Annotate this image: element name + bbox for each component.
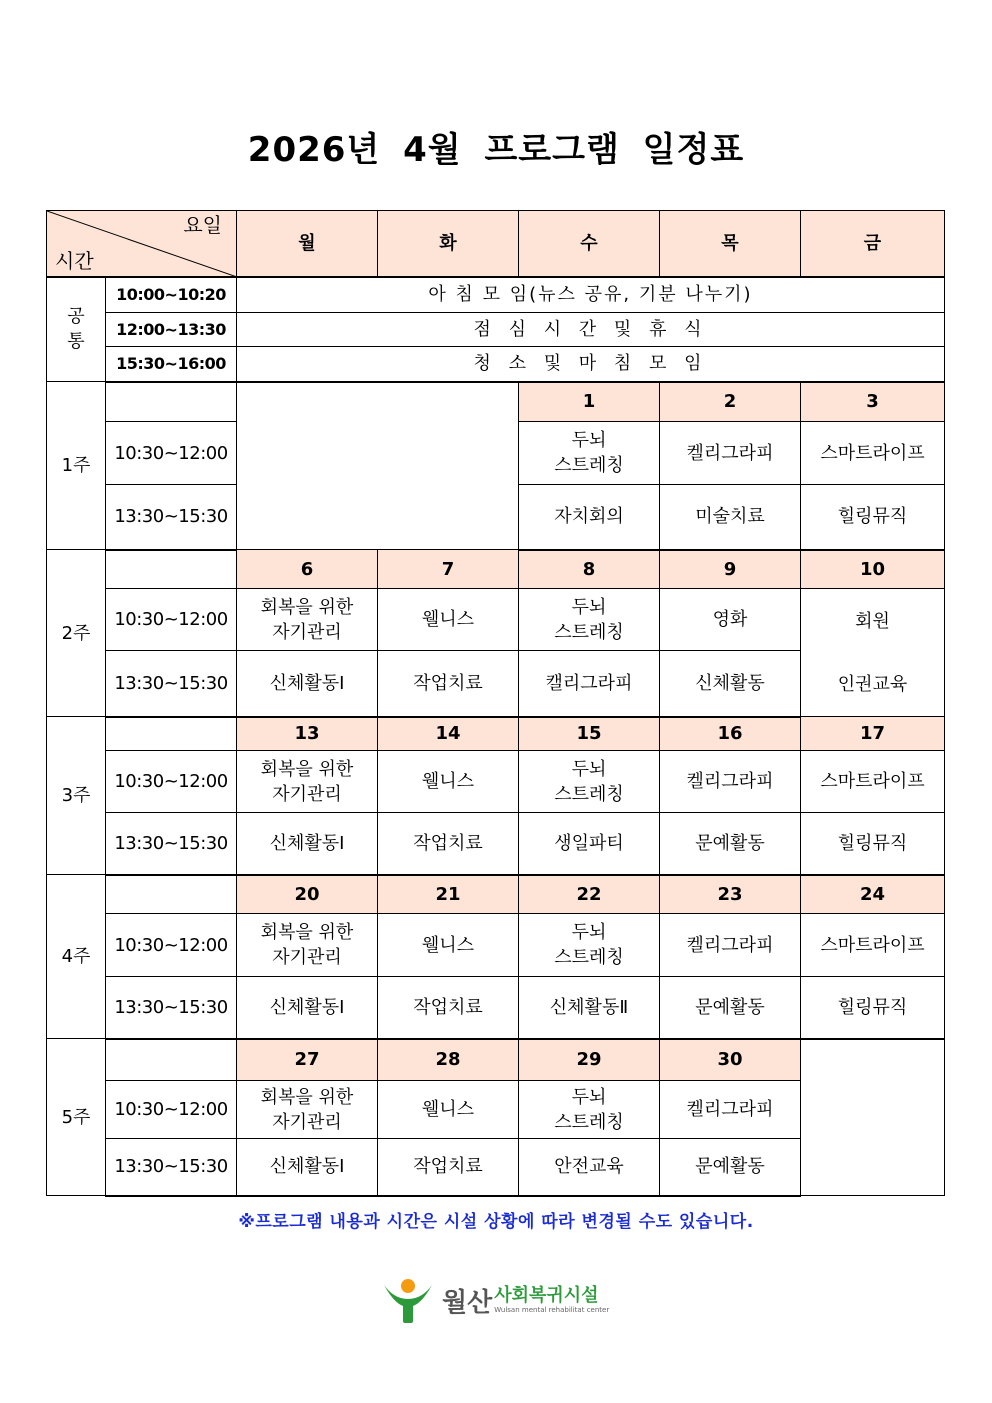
activity-cell: 생일파티 [519, 813, 660, 875]
activity-cell: 웰니스 [378, 1081, 519, 1139]
date-cell: 3 [801, 382, 945, 422]
date-cell: 17 [801, 717, 945, 751]
common-activity: 점 심 시 간 및 휴 식 [237, 313, 945, 347]
activity-cell: 캘리그라피 [519, 651, 660, 717]
activity-cell: 미술치료 [660, 485, 801, 550]
page-title: 2026년 4월 프로그램 일정표 [247, 130, 745, 170]
afternoon-time: 13:30~15:30 [106, 813, 237, 875]
activity-cell: 두뇌 스트레칭 [519, 422, 660, 485]
activity-cell: 신체활동Ⅱ [519, 977, 660, 1039]
common-activity: 청 소 및 마 침 모 임 [237, 347, 945, 382]
activity-cell: 회복을 위한 자기관리 [237, 914, 378, 977]
week-label: 4주 [47, 875, 106, 1039]
corner-header-cell [47, 211, 237, 277]
logo-name: 월산 [442, 1287, 493, 1318]
date-cell: 9 [660, 550, 801, 589]
activity-cell: 회복을 위한 자기관리 [237, 1081, 378, 1139]
time-cell-blank [106, 1039, 237, 1081]
activity-cell: 회복을 위한 자기관리 [237, 751, 378, 813]
date-cell: 22 [519, 875, 660, 914]
activity-cell: 작업치료 [378, 977, 519, 1039]
activity-cell: 웰니스 [378, 589, 519, 651]
date-cell: 6 [237, 550, 378, 589]
activity-cell: 켈리그라피 [660, 751, 801, 813]
activity-cell: 작업치료 [378, 1139, 519, 1196]
activity-cell: 영화 [660, 589, 801, 651]
morning-time: 10:30~12:00 [106, 1081, 237, 1139]
activity-cell: 신체활동Ⅰ [237, 1139, 378, 1196]
morning-time: 10:30~12:00 [106, 422, 237, 485]
time-cell-blank [106, 717, 237, 751]
date-cell: 28 [378, 1039, 519, 1081]
morning-time: 10:30~12:00 [106, 751, 237, 813]
date-cell: 20 [237, 875, 378, 914]
week-label: 3주 [47, 717, 106, 875]
time-cell-blank [106, 875, 237, 914]
date-cell: 30 [660, 1039, 801, 1081]
activity-cell: 작업치료 [378, 651, 519, 717]
morning-time: 10:30~12:00 [106, 589, 237, 651]
afternoon-time: 13:30~15:30 [106, 977, 237, 1039]
activity-cell: 문예활동 [660, 813, 801, 875]
activity-cell: 두뇌 스트레칭 [519, 751, 660, 813]
common-label: 공 통 [47, 277, 106, 382]
activity-cell: 힐링뮤직 [801, 977, 945, 1039]
date-cell: 13 [237, 717, 378, 751]
activity-cell: 켈리그라피 [660, 914, 801, 977]
date-cell: 21 [378, 875, 519, 914]
activity-cell: 켈리그라피 [660, 1081, 801, 1139]
activity-cell: 스마트라이프 [801, 914, 945, 977]
activity-cell: 두뇌 스트레칭 [519, 589, 660, 651]
date-cell: 2 [660, 382, 801, 422]
week-label: 1주 [47, 382, 106, 550]
afternoon-time: 13:30~15:30 [106, 651, 237, 717]
date-cell: 7 [378, 550, 519, 589]
activity-cell: 안전교육 [519, 1139, 660, 1196]
activity-cell: 작업치료 [378, 813, 519, 875]
morning-time: 10:30~12:00 [106, 914, 237, 977]
date-cell: 14 [378, 717, 519, 751]
day-header-tue: 화 [378, 211, 519, 277]
date-cell: 27 [237, 1039, 378, 1081]
date-cell: 15 [519, 717, 660, 751]
empty-cell [237, 382, 519, 550]
date-cell: 23 [660, 875, 801, 914]
activity-cell: 두뇌 스트레칭 [519, 1081, 660, 1139]
afternoon-time: 13:30~15:30 [106, 1139, 237, 1196]
common-time: 12:00~13:30 [106, 313, 237, 347]
activity-cell: 켈리그라피 [660, 422, 801, 485]
empty-cell [801, 1039, 945, 1196]
day-header-mon: 월 [237, 211, 378, 277]
activity-cell: 신체활동Ⅰ [237, 977, 378, 1039]
logo-subtitle: 사회복귀시설 [494, 1284, 599, 1306]
common-time: 15:30~16:00 [106, 347, 237, 382]
activity-cell: 회복을 위한 자기관리 [237, 589, 378, 651]
logo-text-group [494, 1286, 609, 1315]
activity-cell: 웰니스 [378, 914, 519, 977]
center-logo [380, 1277, 609, 1323]
logo-english: Wulsan mental rehabilitat center [494, 1305, 610, 1314]
date-cell: 29 [519, 1039, 660, 1081]
schedule-table [46, 210, 945, 1197]
week-label: 5주 [47, 1039, 106, 1196]
activity-cell: 힐링뮤직 [801, 813, 945, 875]
date-cell: 24 [801, 875, 945, 914]
activity-cell: 신체활동Ⅰ [237, 651, 378, 717]
activity-cell: 힐링뮤직 [801, 485, 945, 550]
activity-cell: 신체활동Ⅰ [237, 813, 378, 875]
activity-line: 인권교육 [837, 673, 908, 695]
activity-cell: 문예활동 [660, 1139, 801, 1196]
person-logo-icon [380, 1277, 436, 1323]
activity-cell: 신체활동 [660, 651, 801, 717]
date-cell: 8 [519, 550, 660, 589]
activity-cell: 스마트라이프 [801, 751, 945, 813]
date-cell: 1 [519, 382, 660, 422]
day-header-fri: 금 [801, 211, 945, 277]
afternoon-time: 13:30~15:30 [106, 485, 237, 550]
common-time: 10:00~10:20 [106, 277, 237, 313]
day-header-wed: 수 [519, 211, 660, 277]
week-label: 2주 [47, 550, 106, 717]
date-cell: 16 [660, 717, 801, 751]
day-label: 요일 [183, 213, 222, 237]
activity-cell: 스마트라이프 [801, 422, 945, 485]
time-cell-blank [106, 550, 237, 589]
activity-cell: 자치회의 [519, 485, 660, 550]
common-activity: 아 침 모 임(뉴스 공유, 기분 나누기) [237, 277, 945, 313]
schedule-note: ※프로그램 내용과 시간은 시설 상황에 따라 변경될 수도 있습니다. [238, 1212, 754, 1232]
activity-line: 회원 [855, 610, 890, 632]
date-cell: 10 [801, 550, 945, 589]
activity-cell: 문예활동 [660, 977, 801, 1039]
time-label: 시간 [55, 248, 94, 273]
activity-cell: 두뇌 스트레칭 [519, 914, 660, 977]
day-header-thu: 목 [660, 211, 801, 277]
time-cell-blank [106, 382, 237, 422]
activity-cell: 웰니스 [378, 751, 519, 813]
activity-cell-merged [801, 589, 945, 717]
